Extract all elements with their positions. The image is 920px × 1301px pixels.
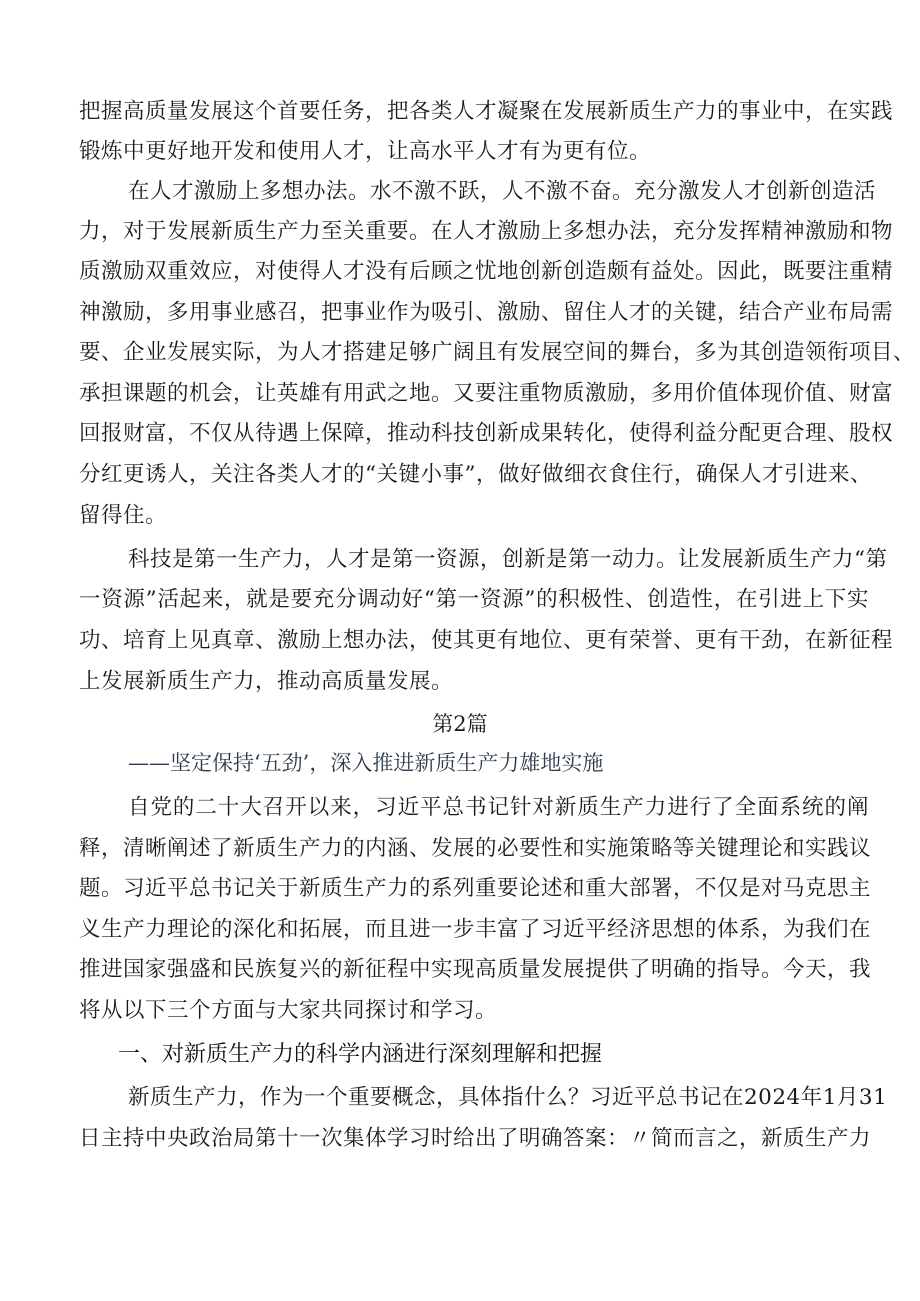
paragraph-line: 要、企业发展实际，为人才搭建足够广阔且有发展空间的舞台，多为其创造领衔项目、 xyxy=(79,340,916,365)
paragraph-line: 回报财富，不仅从待遇上保障，推动科技创新成果转化，使得利益分配更合理、股权 xyxy=(79,421,894,446)
article-title: 第2篇 xyxy=(432,712,488,736)
paragraph-line: 一资源”活起来，就是要充分调动好“第一资源”的积极性、创造性，在引进上下实 xyxy=(79,587,869,612)
paragraph-line: 义生产力理论的深化和拓展，而且进一步丰富了习近平经济思想的体系，为我们在 xyxy=(79,917,872,942)
paragraph-line: 神激励，多用事业感召，把事业作为吸引、激励、留住人才的关键，结合产业布局需 xyxy=(79,300,894,325)
paragraph-line: 力，对于发展新质生产力至关重要。在人才激励上多想办法，充分发挥精神激励和物 xyxy=(79,219,894,244)
paragraph-line: 释，清晰阐述了新质生产力的内涵、发展的必要性和实施策略等关键理论和实践议 xyxy=(79,836,872,861)
article-subtitle: ——坚定保持‘五劲’，深入推进新质生产力雄地实施 xyxy=(128,751,604,775)
paragraph-line: 留得住。 xyxy=(79,503,168,528)
paragraph-line: 科技是第一生产力，人才是第一资源，创新是第一动力。让发展新质生产力“第 xyxy=(128,547,888,572)
paragraph-line: 将从以下三个方面与大家共同探讨和学习。 xyxy=(79,998,498,1023)
paragraph-line: 上发展新质生产力，推动高质量发展。 xyxy=(79,669,454,694)
paragraph-line: 分红更诱人，关注各类人才的“关键小事”，做好做细衣食住行，确保人才引进来、 xyxy=(79,462,872,487)
paragraph-line: 功、培育上见真章、激励上想办法，使其更有地位、更有荣誉、更有干劲，在新征程 xyxy=(79,628,894,653)
paragraph-line: 推进国家强盛和民族复兴的新征程中实现高质量发展提供了明确的指导。今天，我 xyxy=(79,957,872,982)
section-heading: 一、对新质生产力的科学内涵进行深刻理解和把握 xyxy=(118,1042,603,1067)
paragraph-line: 把握高质量发展这个首要任务，把各类人才凝聚在发展新质生产力的事业中，在实践 xyxy=(79,99,894,124)
paragraph-line: 自党的二十大召开以来，习近平总书记针对新质生产力进行了全面系统的阐 xyxy=(128,795,869,820)
paragraph-line: 新质生产力，作为一个重要概念，具体指什么？习近平总书记在2024年1月31 xyxy=(128,1085,888,1110)
paragraph-line: 题。习近平总书记关于新质生产力的系列重要论述和重大部署，不仅是对马克思主 xyxy=(79,876,872,901)
paragraph-line: 质激励双重效应，对使得人才没有后顾之忧地创新创造颇有益处。因此，既要注重精 xyxy=(79,259,894,284)
paragraph-line: 在人才激励上多想办法。水不激不跃，人不激不奋。充分激发人才创新创造活 xyxy=(128,179,877,204)
paragraph-line: 锻炼中更好地开发和使用人才，让高水平人才有为更有位。 xyxy=(79,139,652,164)
paragraph-line: 日主持中央政治局第十一次集体学习时给出了明确答案：〃简而言之，新质生产力 xyxy=(79,1126,872,1151)
paragraph-line: 承担课题的机会，让英雄有用武之地。又要注重物质激励，多用价值体现价值、财富 xyxy=(79,381,894,406)
